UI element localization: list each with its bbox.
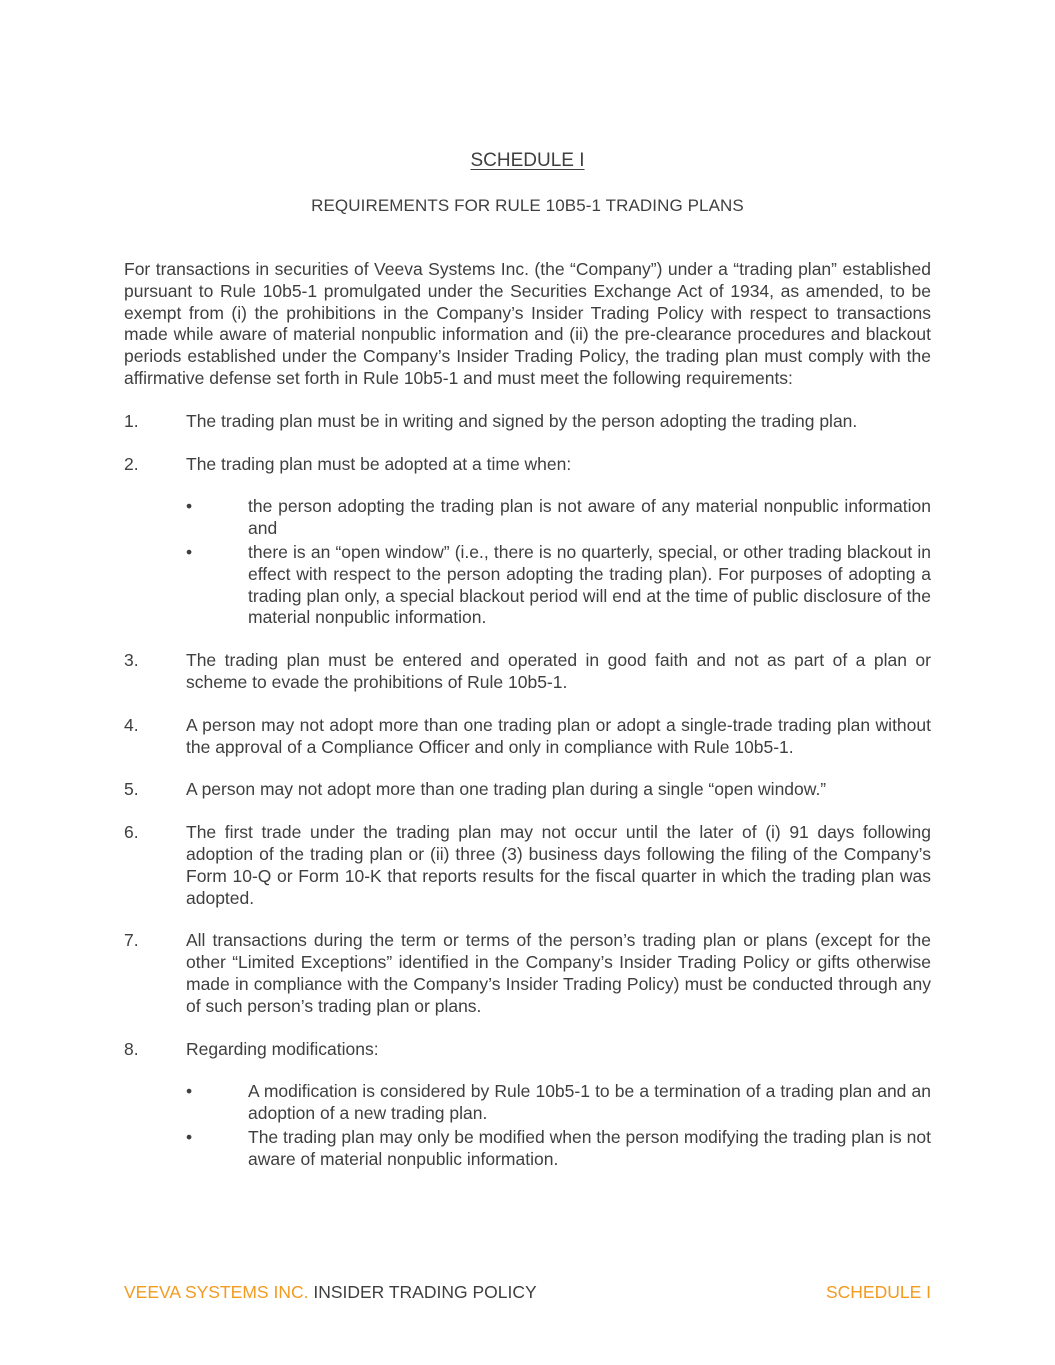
list-item	[124, 454, 931, 476]
item-text: A person may not adopt more than one trading plan during a single “open window.”	[186, 779, 827, 800]
bullet-text: there is an “open window” (i.e., there is no quarterly, special, or other trading blackout in effect with respect to the person adopting the trading plan). For purposes of adopting a trading plan only, a special blackout period will end at the time of public disclosure of the material nonpublic information.	[248, 541, 931, 628]
bullet-list	[124, 1081, 931, 1170]
bullet-list	[124, 496, 931, 629]
bullet-item	[124, 1127, 931, 1171]
item-number: 2.	[124, 453, 139, 474]
bullet-icon: •	[186, 496, 193, 517]
bullet-icon: •	[186, 541, 193, 562]
footer-policy: INSIDER TRADING POLICY	[313, 1282, 537, 1302]
item-number: 6.	[124, 822, 139, 843]
bullet-text: the person adopting the trading plan is not aware of any material nonpublic information and	[248, 496, 931, 539]
item-text: A person may not adopt more than one trading plan or adopt a single-trade trading plan without the approval of a Compliance Officer and only in compliance with Rule 10b5-1.	[186, 714, 931, 757]
footer-schedule: SCHEDULE I	[825, 1282, 931, 1302]
item-number: 3.	[124, 650, 139, 671]
item-number: 8.	[124, 1038, 139, 1059]
footer-company: VEEVA SYSTEMS INC.	[124, 1282, 309, 1302]
list-item	[124, 650, 931, 694]
footer-left	[124, 1282, 537, 1303]
bullet-icon: •	[186, 1126, 193, 1147]
item-text: The trading plan must be entered and operated in good faith and not as part of a plan or scheme to evade the prohibitions of Rule 10b5-1.	[186, 650, 931, 692]
item-number: 4.	[124, 714, 139, 735]
list-item	[124, 1039, 931, 1061]
item-text: The trading plan must be in writing and signed by the person adopting the trading plan.	[186, 410, 858, 431]
item-number: 1.	[124, 410, 139, 431]
bullet-text: The trading plan may only be modified when the person modifying the trading plan is not aware of material nonpublic information.	[248, 1126, 931, 1169]
item-text: Regarding modifications:	[186, 1038, 379, 1059]
bullet-item	[124, 496, 931, 540]
list-item	[124, 779, 931, 801]
page-subtitle: REQUIREMENTS FOR RULE 10B5-1 TRADING PLANS	[311, 196, 744, 215]
bullet-icon: •	[186, 1081, 193, 1102]
list-item	[124, 930, 931, 1017]
item-text: The first trade under the trading plan may not occur until the later of (i) 91 days following adoption of the trading plan or (ii) three (3) business days following the filing of the Company’s Form 10-Q or Form 10-K that reports results for the fiscal quarter in which the trading plan was adopted.	[186, 822, 931, 908]
item-text: The trading plan must be adopted at a time when:	[186, 453, 572, 474]
document-body	[124, 259, 931, 1192]
list-item	[124, 411, 931, 433]
item-number: 7.	[124, 930, 139, 951]
list-item	[124, 822, 931, 909]
item-number: 5.	[124, 779, 139, 800]
item-text: All transactions during the term or terms of the person’s trading plan or plans (except for the other “Limited Exceptions” identified in the Company’s Insider Trading Policy or gifts otherwise made in compliance with the Company’s Insider Trading Policy) must be conducted through any of such person’s trading plan or plans.	[186, 930, 931, 1016]
intro-paragraph: For transactions in securities of Veeva Systems Inc. (the “Company”) under a “trading plan” established pursuant to Rule 10b5-1 promulgated under the Securities Exchange Act of 1934, as amended, to be exempt from (i) the prohibitions in the Company’s Insider Trading Policy with respect to transactions made while aware of material nonpublic information and (ii) the pre-clearance procedures and blackout periods established under the Company’s Insider Trading Policy, the trading plan must comply with the affirmative defense set forth in Rule 10b5-1 and must meet the following requirements:	[124, 259, 931, 388]
bullet-item	[124, 542, 931, 629]
bullet-text: A modification is considered by Rule 10b5-1 to be a termination of a trading plan and an adoption of a new trading plan.	[248, 1081, 931, 1124]
bullet-item	[124, 1081, 931, 1125]
list-item	[124, 715, 931, 759]
page-title: SCHEDULE I	[470, 150, 585, 171]
